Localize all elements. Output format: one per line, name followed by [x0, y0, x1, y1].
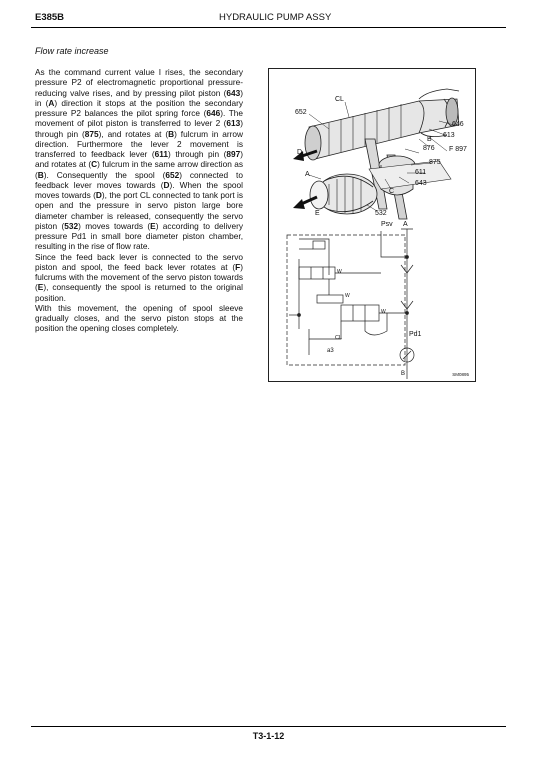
- footer-rule: [31, 726, 506, 727]
- page-number: T3-1-12: [252, 731, 285, 741]
- text-run: As the command current value I rises, the secondary pressure P2 of electromagnetic proportional pressure-reducing valve rises, and by pressing pilot piston (: [35, 67, 243, 98]
- body-paragraph: [35, 252, 243, 303]
- part-reference: 611: [154, 149, 169, 159]
- label-c: C: [389, 188, 395, 195]
- body-paragraph: [35, 303, 243, 334]
- label-643: 643: [415, 180, 427, 187]
- text-run: ) through pin (: [168, 149, 227, 159]
- text-run: ), consequently the spool is returned to the original position.: [35, 282, 243, 303]
- text-run: ) fulcrum in arrow direction. Furthermore the lever 2 movement is transferred to feedback lever (: [35, 128, 243, 159]
- label-b: B: [427, 136, 432, 143]
- part-reference: 897: [226, 149, 241, 159]
- label-611: 611: [415, 169, 427, 176]
- part-reference: A: [48, 97, 55, 108]
- text-run: ) in (: [35, 87, 243, 108]
- part-reference: D: [163, 179, 170, 190]
- body-paragraph: [35, 67, 243, 252]
- text-run: ) fulcrum in the same arrow direction as (: [35, 159, 243, 180]
- pump-regulator-figure: [268, 68, 476, 382]
- text-run: ). Consequently the spool (: [43, 169, 166, 180]
- part-reference: 643: [226, 87, 241, 98]
- section-title: Flow rate increase: [35, 46, 109, 56]
- label-875: 875: [429, 159, 441, 166]
- label-532: 532: [375, 210, 387, 217]
- label-psv: Psv: [381, 221, 393, 228]
- label-f897: F 897: [449, 146, 467, 153]
- part-reference: C: [91, 159, 98, 170]
- part-reference: 613: [226, 118, 241, 129]
- body-text: [35, 67, 243, 334]
- label-port-a: A: [403, 221, 408, 228]
- label-e: E: [315, 210, 320, 217]
- label-port-b: B: [401, 371, 406, 377]
- label-cl: CL: [335, 96, 344, 103]
- page-title: HYDRAULIC PUMP ASSY: [219, 12, 332, 23]
- text-run: ) fulcrums with the movement of the servo piston towards (: [35, 261, 243, 293]
- text-run: ), the port CL connected to tank port is open and the pressure in servo piston large bore diameter chamber is released, consequently the servo piston (: [35, 190, 243, 231]
- text-run: ) through pin (: [35, 118, 243, 139]
- model-code: E385B: [35, 12, 65, 23]
- page-header: [31, 8, 506, 26]
- part-reference: E: [37, 282, 44, 293]
- text-run: ). The movement of pilot piston is transferred to lever 2 (: [35, 108, 243, 129]
- part-reference: D: [95, 190, 102, 200]
- label-a3: a3: [327, 348, 334, 354]
- part-reference: B: [37, 169, 44, 180]
- label-w2: W: [345, 293, 350, 299]
- text-run: ) direction it stops at the position the secondary pressure P2 balances the pilot spring force (: [35, 97, 243, 118]
- label-a: A: [305, 171, 310, 178]
- label-d: D: [297, 149, 303, 156]
- label-646: 646: [452, 121, 464, 128]
- text-run: ) connected to feedback lever moves towards (: [35, 169, 243, 190]
- label-w3: W: [381, 309, 386, 315]
- text-run: ). When the spool moves towards (: [35, 179, 243, 200]
- part-reference: 875: [84, 128, 99, 139]
- part-reference: 646: [206, 108, 221, 118]
- text-run: With this movement, the opening of spool sleeve gradually closes, and the servo piston stops at the position the opening closes completely.: [35, 302, 243, 334]
- label-652: 652: [295, 109, 307, 116]
- figure-code: SM0895: [452, 372, 469, 377]
- part-reference: B: [168, 128, 175, 139]
- header-rule: [31, 27, 506, 28]
- part-reference: 652: [165, 169, 180, 180]
- label-w1: W: [337, 269, 342, 275]
- part-reference: 532: [64, 220, 79, 231]
- text-run: Since the feed back lever is connected to the servo piston and spool, the feed back lever rotates at (: [35, 251, 243, 272]
- label-pd1: Pd1: [409, 331, 422, 338]
- label-876: 876: [423, 145, 435, 152]
- text-run: ), and rotates at (: [98, 128, 169, 139]
- label-613: 613: [443, 132, 455, 139]
- text-run: ) and rotates at (: [35, 149, 244, 170]
- text-run: ) moves towards (: [78, 220, 151, 231]
- part-reference: F: [235, 261, 241, 272]
- label-cl-port: CL: [335, 335, 343, 341]
- part-reference: E: [150, 220, 156, 231]
- text-run: ) according to delivery pressure Pd1 in small bore diameter piston chamber, resulting in the rise of flow rate.: [35, 220, 243, 252]
